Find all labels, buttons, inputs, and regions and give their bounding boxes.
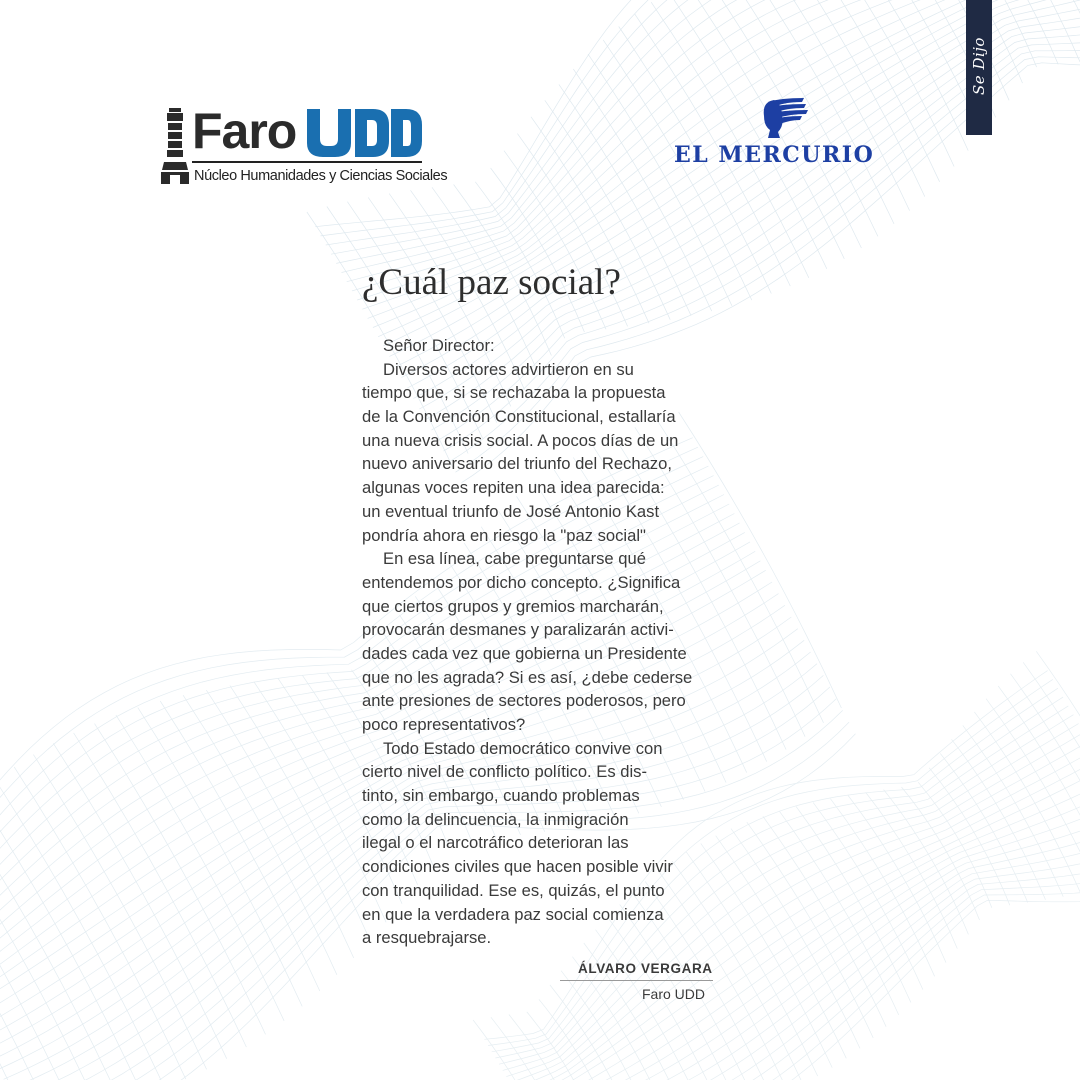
faro-divider xyxy=(192,161,422,163)
article-body xyxy=(362,334,707,950)
article-line: condiciones civiles que hacen posible vivir xyxy=(362,857,673,877)
signature xyxy=(560,960,713,1002)
el-mercurio-wordmark: EL MERCURIO xyxy=(674,142,875,168)
udd-wordmark xyxy=(305,109,423,157)
article-line: un eventual triunfo de José Antonio Kast xyxy=(362,501,660,521)
article-line: algunas voces repiten una idea parecida: xyxy=(362,478,665,498)
article-line: En esa línea, cabe preguntarse qué xyxy=(383,549,646,569)
section-tab-label: Se Dijo xyxy=(970,37,988,95)
article-line: cierto nivel de conflicto político. Es dis- xyxy=(362,762,647,782)
article-line: entendemos por dicho concepto. ¿Significa xyxy=(362,572,681,592)
article-line: tiempo que, si se rechazaba la propuesta xyxy=(362,383,666,403)
article-title: ¿Cuál paz social? xyxy=(362,262,621,303)
faro-subtitle: Núcleo Humanidades y Ciencias Sociales xyxy=(194,168,448,184)
article-line: poco representativos? xyxy=(362,715,526,734)
author-affiliation: Faro UDD xyxy=(641,986,705,1002)
article-line: que no les agrada? Si es así, ¿debe cederse xyxy=(362,667,693,687)
lighthouse-icon xyxy=(160,108,190,184)
article-line: Señor Director: xyxy=(383,336,495,355)
article-line: en que la verdadera paz social comienza xyxy=(362,904,664,924)
article-line: a resquebrajarse. xyxy=(362,928,492,948)
author-name: ÁLVARO VERGARA xyxy=(560,961,713,981)
faro-udd-logo xyxy=(160,103,448,187)
faro-wordmark: Faro xyxy=(192,103,297,159)
article-line: tinto, sin embargo, cuando problemas xyxy=(362,786,640,806)
article-line: pondría ahora en riesgo la "paz social" xyxy=(362,525,646,545)
article-line: Todo Estado democrático convive con xyxy=(383,738,663,758)
article-line: que ciertos grupos y gremios marcharán, xyxy=(362,596,664,616)
article-line: con tranquilidad. Ese es, quizás, el punto xyxy=(362,880,665,900)
article-line: Diversos actores advirtieron en su xyxy=(383,359,634,379)
article-line: ilegal o el narcotráfico deterioran las xyxy=(362,833,629,853)
article-line: nuevo aniversario del triunfo del Rechazo, xyxy=(362,454,672,474)
article-line: dades cada vez que gobierna un Presidente xyxy=(362,643,687,663)
el-mercurio-logo xyxy=(672,96,900,168)
mercury-head-icon xyxy=(762,96,810,140)
section-tab xyxy=(966,0,992,135)
article-line: provocarán desmanes y paralizarán activi- xyxy=(362,620,674,640)
article-line: de la Convención Constitucional, estallaría xyxy=(362,407,676,427)
article-line: una nueva crisis social. A pocos días de un xyxy=(362,430,679,450)
article-line: como la delincuencia, la inmigración xyxy=(362,809,629,829)
article-line: ante presiones de sectores poderosos, pero xyxy=(362,691,686,711)
